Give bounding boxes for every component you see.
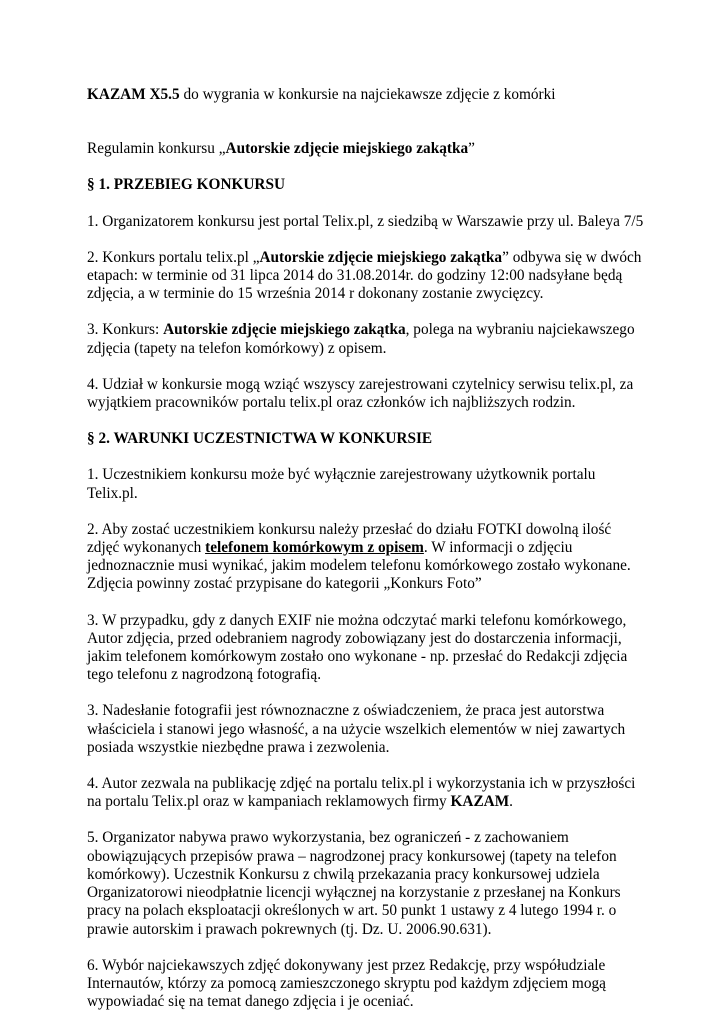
section-1-heading: § 1. PRZEBIEG KONKURSU (87, 176, 286, 194)
s2p4-suffix: . (509, 793, 513, 811)
rules-title-prefix: Regulamin konkursu „ (87, 140, 226, 158)
s1p2-bold: Autorskie zdjęcie miejskiego zakątka (259, 248, 503, 266)
headline-rest: do wygrania w konkursie na najciekawsze zdjęcie z komórki (179, 86, 556, 103)
headline-bold: KAZAM X5.5 (87, 86, 180, 103)
section-2-paragraph-1: 1. Uczestnikiem konkursu może być wyłącznie zarejestrowany użytkownik portalu Telix.pl. (87, 466, 596, 502)
section-2-heading: § 2. WARUNKI UCZESTNICTWA W KONKURSIE (87, 430, 433, 448)
section-2-paragraph-4 (87, 775, 647, 811)
s2p2-underlined: telefonem komórkowym z opisem (205, 539, 424, 557)
s1p3-prefix: 3. Konkurs: (87, 321, 164, 339)
section-2-paragraph-3b: 3. Nadesłanie fotografii jest równoznaczne z oświadczeniem, że praca jest autorstwa właściciela i stanowi jego własność, a na użycie wszelkich elementów w niej zawartych posiada wszystkie niezbędne prawa i zezwolenia. (87, 702, 626, 756)
s1p3-bold: Autorskie zdjęcie miejskiego zakątka (163, 321, 406, 339)
rules-title-suffix: ” (468, 140, 475, 158)
rules-title-bold: Autorskie zdjęcie miejskiego zakątka (225, 140, 469, 158)
document-headline (87, 86, 647, 104)
section-2-paragraph-2 (87, 521, 647, 594)
section-1-paragraph-2 (87, 249, 647, 304)
section-1-paragraph-1: 1. Organizatorem konkursu jest portal Telix.pl, z siedzibą w Warszawie przy ul. Baleya 7/5 (87, 212, 644, 230)
s1p3-suffix: , polega na wybraniu najciekawszego zdjęcia (tapety na telefon komórkowy) z opisem. (87, 321, 635, 357)
s2p4-prefix: 4. Autor zezwala na publikację zdjęć na portalu telix.pl i wykorzystania ich w przyszłości na portalu Telix.pl oraz w kampaniach reklamowych firmy (87, 775, 636, 811)
section-2-paragraph-6: 6. Wybór najciekawszych zdjęć dokonywany jest przez Redakcję, przy współudziale Internautów, którzy za pomocą zamieszczonego skryptu pod każdym zdjęciem mogą wypowiadać się na temat danego zdjęcia i je oceniać. (87, 956, 606, 1011)
s2p2-prefix: 2. Aby zostać uczestnikiem konkursu należy przesłać do działu FOTKI dowolną ilość zdjęć wykonanych (87, 520, 612, 557)
s2p4-bold: KAZAM (450, 793, 510, 811)
rules-title (87, 140, 647, 158)
document-page (87, 86, 647, 1029)
section-1-paragraph-3 (87, 321, 647, 357)
s1p2-suffix: ” odbywa się w dwóch etapach: w terminie od 31 lipca 2014 do 31.08.2014r. do godziny 12:00 nadsyłane będą zdjęcia, a w terminie do 15 września 2014 r dokonany zostanie zwycięzcy. (87, 248, 642, 303)
section-2-paragraph-5: 5. Organizator nabywa prawo wykorzystania, bez ograniczeń - z zachowaniem obowiązujących przepisów prawa – nagrodzonej pracy konkursowej (tapety na telefon komórkowy). Uczestnik Konkursu z chwilą przekazania pracy konkursowej udziela Organizatorowi nieodpłatnie licencji wyłącznej na korzystanie z przesłanej na Konkurs pracy na polach eksploatacji określonych w art. 50 punkt 1 ustawy z 4 lutego 1994 r. o prawie autorskim i prawach pokrewnych (tj. Dz. U. 2006.90.631). (87, 829, 621, 938)
s2p2-suffix: . W informacji o zdjęciu jednoznacznie musi wynikać, jakim modelem telefonu komórkowego zostało wykonane. Zdjęcia powinny zostać przypisane do kategorii „Konkurs Foto” (87, 539, 631, 593)
section-1-paragraph-4: 4. Udział w konkursie mogą wziąć wszyscy zarejestrowani czytelnicy serwisu telix.pl, za wyjątkiem pracowników portalu telix.pl oraz członków ich najbliższych rodzin. (87, 375, 634, 412)
section-2-paragraph-3: 3. W przypadku, gdy z danych EXIF nie można odczytać marki telefonu komórkowego, Autor zdjęcia, przed odebraniem nagrody zobowiązany jest do dostarczenia informacji, jakim telefonem komórkowym zostało ono wykonane - np. przesłać do Redakcji zdjęcia tego telefonu z nagrodzoną fotografią. (87, 611, 628, 684)
s1p2-prefix: 2. Konkurs portalu telix.pl „ (87, 248, 260, 266)
